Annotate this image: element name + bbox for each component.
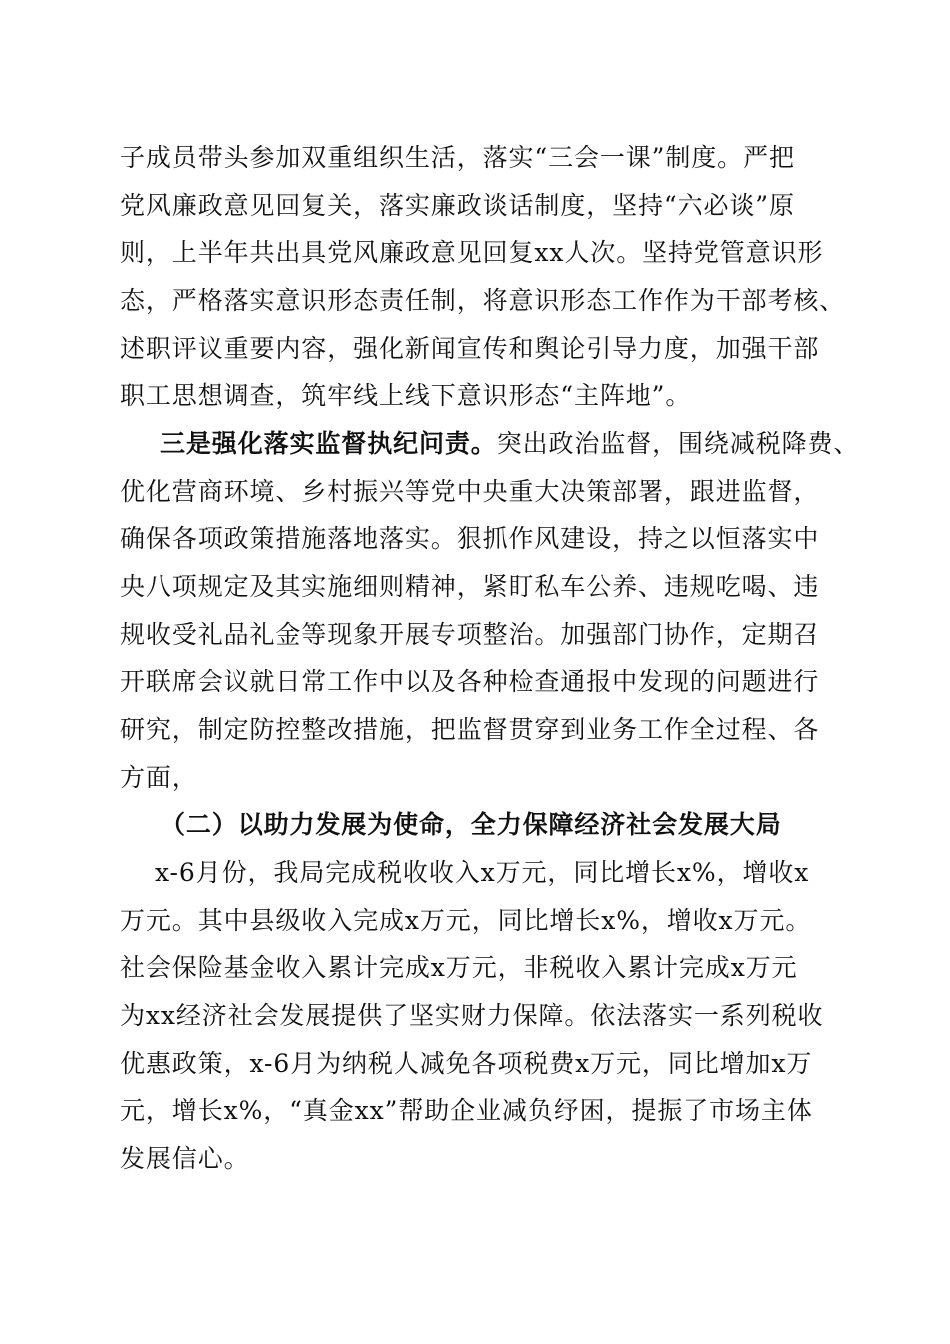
paragraph-line: 确保各项政策措施落地落实。狠抓作风建设，持之以恒落实中: [120, 524, 820, 553]
paragraph-line: 述职评议重要内容，强化新闻宣传和舆论引导力度，加强干部: [120, 334, 820, 363]
paragraph-line: 优惠政策，x-6月为纳税人减免各项税费x万元，同比增加x万: [120, 1049, 813, 1078]
paragraph-line: 优化营商环境、乡村振兴等党中央重大决策部署，跟进监督，: [120, 477, 820, 506]
paragraph-first-line: x-6月份，我局完成税收收入x万元，同比增长x%，增收x: [155, 858, 810, 887]
paragraph-line: 方面，: [120, 763, 198, 792]
paragraph-line: 态，严格落实意识形态责任制，将意识形态工作作为干部考核、: [120, 286, 846, 315]
paragraph-line: 为xx经济社会发展提供了坚实财力保障。依法落实一系列税收: [120, 1001, 824, 1030]
paragraph-line: 职工思想调查，筑牢线上线下意识形态“主阵地”。: [120, 381, 692, 410]
paragraph-line: 规收受礼品礼金等现象开展专项整治。加强部门协作，定期召: [120, 620, 820, 649]
section-heading: （二）以助力发展为使命，全力保障经济社会发展大局: [160, 810, 782, 839]
paragraph-line: 开联席会议就日常工作中以及各种检查通报中发现的问题进行: [120, 667, 820, 696]
paragraph-line: 研究，制定防控整改措施，把监督贯穿到业务工作全过程、各: [120, 715, 820, 744]
paragraph-line: 万元。其中县级收入完成x万元，同比增长x%，增收x万元。: [120, 906, 812, 935]
paragraph-line: 党风廉政意见回复关，落实廉政谈话制度，坚持“六必谈”原: [120, 191, 795, 220]
paragraph-line: 元，增长x%，“真金xx”帮助企业减负纾困，提振了市场主体: [120, 1096, 813, 1125]
paragraph-line: 子成员带头参加双重组织生活，落实“三会一课”制度。严把: [120, 143, 795, 172]
paragraph-first-line: [160, 422, 860, 466]
paragraph-line-rest: 突出政治监督，围绕减税降费、: [496, 429, 860, 458]
paragraph-line: 发展信心。: [120, 1144, 250, 1173]
paragraph-line: 央八项规定及其实施细则精神，紧盯私车公养、违规吃喝、违: [120, 572, 820, 601]
paragraph-line: 则，上半年共出具党风廉政意见回复xx人次。坚持党管意识形: [120, 238, 824, 267]
paragraph-line: 社会保险基金收入累计完成x万元，非税收入累计完成x万元: [120, 953, 798, 982]
paragraph-lead: 三是强化落实监督执纪问责。: [160, 429, 497, 458]
